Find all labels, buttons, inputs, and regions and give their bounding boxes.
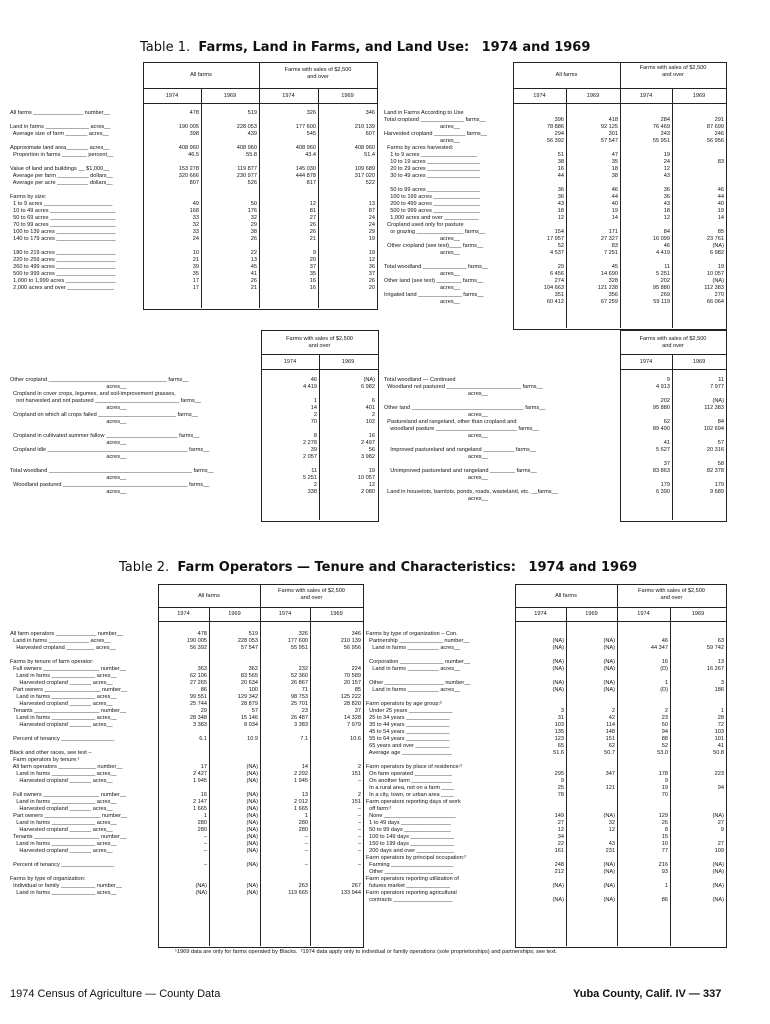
t2r-head-sales: Farms with sales of $2,500 and over: [638, 588, 705, 601]
t1-left-col1: 478 190 005 398 408 960 46.5 153 278 320 666 807 49 168 33 32 33 24 10 21 39 35 17 17: [178, 110, 199, 291]
divider: [143, 88, 377, 89]
t2-right-col2: (NA) (NA) (NA) (NA) (NA) (NA) 2 42 114 148 151 62 50.7 347 121 (NA) 32 12 43 231 (NA) (NA) (NA) (NA): [603, 638, 615, 903]
t1-right-col3: 284 76 469 243 55 951 19 24 12 43 36 36 43 18 12 84 16 099 46 4 419 11 5 251 202 95 880 269 59 119: [652, 117, 670, 305]
t1-head-sales: Farms with sales of $2,500 and over: [284, 67, 352, 80]
t2r-y2: 1969: [585, 611, 598, 617]
t2-head-all: All farms: [198, 593, 220, 599]
t2-right-col4: 63 59 742 13 16 267 3 186 1 28 72 103 101 41 50.8 223 94 (NA) 27 9 27 109 (NA) (NA) (NA) (NA): [706, 638, 724, 903]
t2-right-labels: Farms by type of organization – Con. Partnership ______________ number__ Land in farms __________ acres__ Corporation ______________ number__ Land in farms __________ acres__ Other ___________________ number__ Land in farms __________ acres__ Farm operators by age group:² Under 25 years ______________ 25 to 34 years ______________ 35 to 44 years ______________ 45 to 54 years ______________ 55 to 64 years ______________ 65 years and over ___________ Average age ________________ Farm operators by place of residence:² On farm operated ____________ On another farm _____________ In a rural area, not on a farm ____ In a city, town, or urban area ____ Farm operators reporting days of work off farm:² None _______________________ 1 to 49 days ________________ 50 to 99 days _______________ 100 to 149 days ______________ 150 to 199 days ______________ 200 days and over ____________ Farm operators by principal occupation:² Farming ____________________ Other ______________________ Farm operators reporting utilization of futures market ______________ Farm operators reporting agricultural contracts ___________________: [366, 631, 471, 903]
table1-title: Table 1. Farms, Land in Farms, and Land Use: 1974 and 1969: [140, 40, 591, 55]
footer-right: Yuba County, Calif. IV — 337: [573, 988, 722, 1000]
t1r-y2: 1969: [586, 93, 600, 99]
t1lr-y2: 1969: [692, 359, 706, 365]
t1-right-col4: 291 87 699 246 56 956 83 46 44 40 19 14 85 23 761 (NA) 6 982 19 10 057 (NA) 112 383 270 66 064: [704, 117, 724, 305]
t1lr-head-sales: Farms with sales of $2,500 and over: [639, 336, 707, 349]
t2r-y1b: 1974: [637, 611, 650, 617]
t2r-y1: 1974: [534, 611, 547, 617]
divider: [513, 88, 726, 89]
t1-y1b: 1974: [282, 93, 295, 99]
t1-y2: 1969: [223, 93, 237, 99]
divider: [143, 103, 377, 104]
t2-y1b: 1974: [278, 611, 292, 617]
divider: [620, 369, 726, 370]
t1-y2b: 1969: [341, 93, 354, 99]
divider: [513, 103, 726, 104]
footer-left: 1974 Census of Agriculture — County Data: [10, 988, 221, 1000]
t1-head-all: All farms: [190, 72, 212, 78]
t1-left-labels: All farms ________________ number__ Land in farms ______________ acres__ Average size of farm _______ acres__ Approximate land area_______ acres__ Proportion in farms ________ percent__ Value of land and buildings __ $1,000__ Average per farm __________ dollars__ Average per acre __________ dollars__ Farms by size: 1 to 9 acres ______________________ 10 to 49 acres _____________________ 50 to 69 acres _____________________ 70 to 99 acres _____________________ 100 to 139 acres ___________________ 140 to 179 acres ___________________ 180 to 219 acres ___________________ 220 to 259 acres ___________________ 260 to 499 acres ___________________ 500 to 999 acres ___________________ 1,000 to 1,999 acres ________________ 2,000 acres and over _______________: [10, 110, 116, 291]
t1-right-col2: 418 92 125 301 57 547 47 35 18 38 46 44 40 19 14 171 27 327 83 7 251 45 14 690 328 121 238 356 67 259: [597, 117, 618, 305]
t1-lowerright-labels: Total woodland — Continued Woodland not pastured ________________________ farms__ acres__ Other land ____________________________________ farms__ acres__ Pastureland and rangeland, other than cropland and woodland pasture __________________________ farms__ acres__ Improved pastureland and rangeland __________ farms__ acres__ Unimproved pastureland and rangeland ________ farms__ acres__ Land in houselots, barnlots, ponds, roads, wasteland, etc. __farms__ acres__: [384, 377, 558, 502]
t2-right-col3: 46 44 347 16 (D) 1 (D) 2 23 50 94 88 52 53.0 178 9 19 70 129 26 8 15 10 77 216 93 1 86: [650, 638, 668, 903]
t1-left-col3: 326 177 600 545 408 960 43.4 145 030 444 878 817 12 81 27 26 26 21 9 20 37 35 16 16: [295, 110, 316, 291]
t1-lowerright-col1: 9 4 913 202 95 880 62 89 490 41 5 627 37 83 863 179 6 390: [652, 377, 670, 495]
t1-lowerleft-col1: 46 4 419 1 14 2 70 8 2 278 39 2 057 11 5 251 2 338: [303, 377, 317, 495]
t1-left-col2: 519 228 053 439 408 960 55.8 119 877 230 977 526 50 176 32 29 38 26 22 13 45 41 26 21: [236, 110, 257, 291]
t2r-y2b: 1969: [691, 611, 705, 617]
t1r-y1: 1974: [533, 93, 546, 99]
t1r-head-sales: Farms with sales of $2,500 and over: [639, 65, 707, 78]
t2-left-col1: 478 190 005 56 392 363 62 106 27 265 86 99 551 25 744 29 28 348 3 383 6.1 17 2 427 1 945 16 2 147 1 665 1 280 280 – – – – (NA) (NA): [186, 631, 207, 896]
t1r-head-all: All farms: [555, 72, 578, 78]
divider: [515, 621, 726, 622]
t2-right-col1: (NA) (NA) (NA) (NA) (NA) (NA) 3 31 103 135 123 65 51.6 295 9 25 78 149 27 12 34 22 161 248 212 (NA) (NA): [552, 638, 564, 903]
table2-footnote: ¹1969 data are only for farms operated by Blacks. ²1974 data apply only to individual or family operations (sole proprietorships) and partnerships; see text.: [175, 949, 558, 955]
divider: [515, 607, 726, 608]
t2-y2: 1969: [228, 611, 241, 617]
t1-lowerleft-col2: (NA) 6 982 6 401 2 102 16 2 497 56 3 982 19 10 057 12 2 080: [357, 377, 375, 495]
t2-y2b: 1969: [330, 611, 343, 617]
table2-title: Table 2. Farm Operators — Tenure and Characteristics: 1974 and 1969: [119, 560, 638, 575]
divider: [158, 607, 363, 608]
t1-lowerright-col2: 11 7 977 (NA) 112 383 84 102 694 57 20 316 58 82 378 179 9 689: [703, 377, 724, 495]
t1-left-col4: 346 210 139 607 408 960 51.4 109 689 317 020 522 13 87 24 24 29 19 19 12 36 37 26 20: [354, 110, 375, 291]
t1ll-head-sales: Farms with sales of $2,500 and over: [286, 336, 353, 349]
divider: [261, 369, 378, 370]
t2-left-col3: 326 177 600 55 951 232 52 360 26 867 71 98 753 25 701 23 26 487 3 383 7.1 14 2 292 1 945 13 2 012 1 665 1 280 280 – – – – 263 119 665: [287, 631, 308, 896]
t1lr-y1: 1974: [639, 359, 653, 365]
divider: [158, 621, 363, 622]
t2-left-col4: 346 210 139 56 956 224 70 589 20 157 85 125 222 28 820 37 14 328 7 979 10.6 2 151 – 2 151 – – – – – – – – 267 133 944: [340, 631, 361, 896]
t1r-y2b: 1969: [692, 93, 706, 99]
t2-head-sales: Farms with sales of $2,500 and over: [278, 588, 345, 601]
t2r-head-all: All farms: [555, 593, 577, 599]
t2-left-col2: 519 228 053 57 547 362 83 565 20 634 100 129 342 28 879 57 15 146 8 034 10.9 (NA) (NA) (NA) (NA) (NA) (NA) (NA) (NA) (NA) (NA) (NA) (NA) (NA) (NA) (NA): [237, 631, 258, 896]
t1r-y1b: 1974: [639, 93, 653, 99]
divider: [261, 354, 378, 355]
t2-left-labels: All farm operators _____________ number__ Land in farms _____________ acres__ Harvested cropland _________ acres__ Farms by tenure of farm operator: Full owners __________________ number__ Land in farms ______________ acres__ Harvested cropland _______ acres__ Part owners __________________ number__ Land in farms ______________ acres__ Harvested cropland _______ acres__ Tenants _____________________ number__ Land in farms ______________ acres__ Harvested cropland _______ acres__ Percent of tenancy _________________ Black and other races, see text – Farm operators by tenure:¹ All farm operators ____________ number__ Land in farms ______________ acres__ Harvested cropland _______ acres__ Full owners __________________ number__ Land in farms ______________ acres__ Harvested cropland _______ acres__ Part owners __________________ number__ Land in farms ______________ acres__ Harvested cropland _______ acres__ Tenants _____________________ number__ Land in farms ______________ acres__ Harvested cropland _______ acres__ Percent of tenancy _________________ Farms by type of organization: Individual or family ___________ number__ Land in farms ______________ acres__: [10, 631, 128, 896]
divider: [620, 354, 726, 355]
t2-y1: 1974: [177, 611, 190, 617]
t1ll-y1: 1974: [283, 359, 297, 365]
t1-right-labels: Land in Farms According to Use Total cropland ______________ farms__ acres__ Harvested cropland __________ farms__ acres__ Farms by acres harvested: 1 to 9 acres __________________ 10 to 19 acres _________________ 20 to 29 acres _________________ 30 to 49 acres _________________ 50 to 99 acres _________________ 100 to 199 acres _______________ 200 to 499 acres _______________ 500 to 999 acres _______________ 1,000 acres and over ___________ Cropland used only for pasture or grazing _______________ farms__ acres__ Other cropland (see text)____ farms__ acres__ Total woodland ______________ farms__ acres__ Other land (see text) ________ farms__ acres__ Irrigated land ______________ farms__ acres__: [384, 110, 489, 305]
t1ll-y2: 1969: [341, 359, 355, 365]
t1-right-col1: 396 78 886 294 56 392 51 38 16 44 36 36 43 18 12 154 17 957 52 4 537 29 6 456 274 104 663 351 60 412: [543, 117, 564, 305]
t1-lowerleft-labels: Other cropland ______________________________________ farms__ acres__ Cropland in cover crops, legumes, and soil-improvement grasses, not harvested and not pastured ___________________________ farms__ acres__ Cropland on which all crops failed _________________________ farms__ acres__ Cropland in cultivated summer fallow _______________________ farms__ acres__ Cropland idle _____________________________________________ farms__ acres__ Total woodland ______________________________________________ farms__ acres__ Woodland pastured ________________________________________ farms__ acres__: [10, 377, 214, 495]
t1-y1: 1974: [165, 93, 179, 99]
